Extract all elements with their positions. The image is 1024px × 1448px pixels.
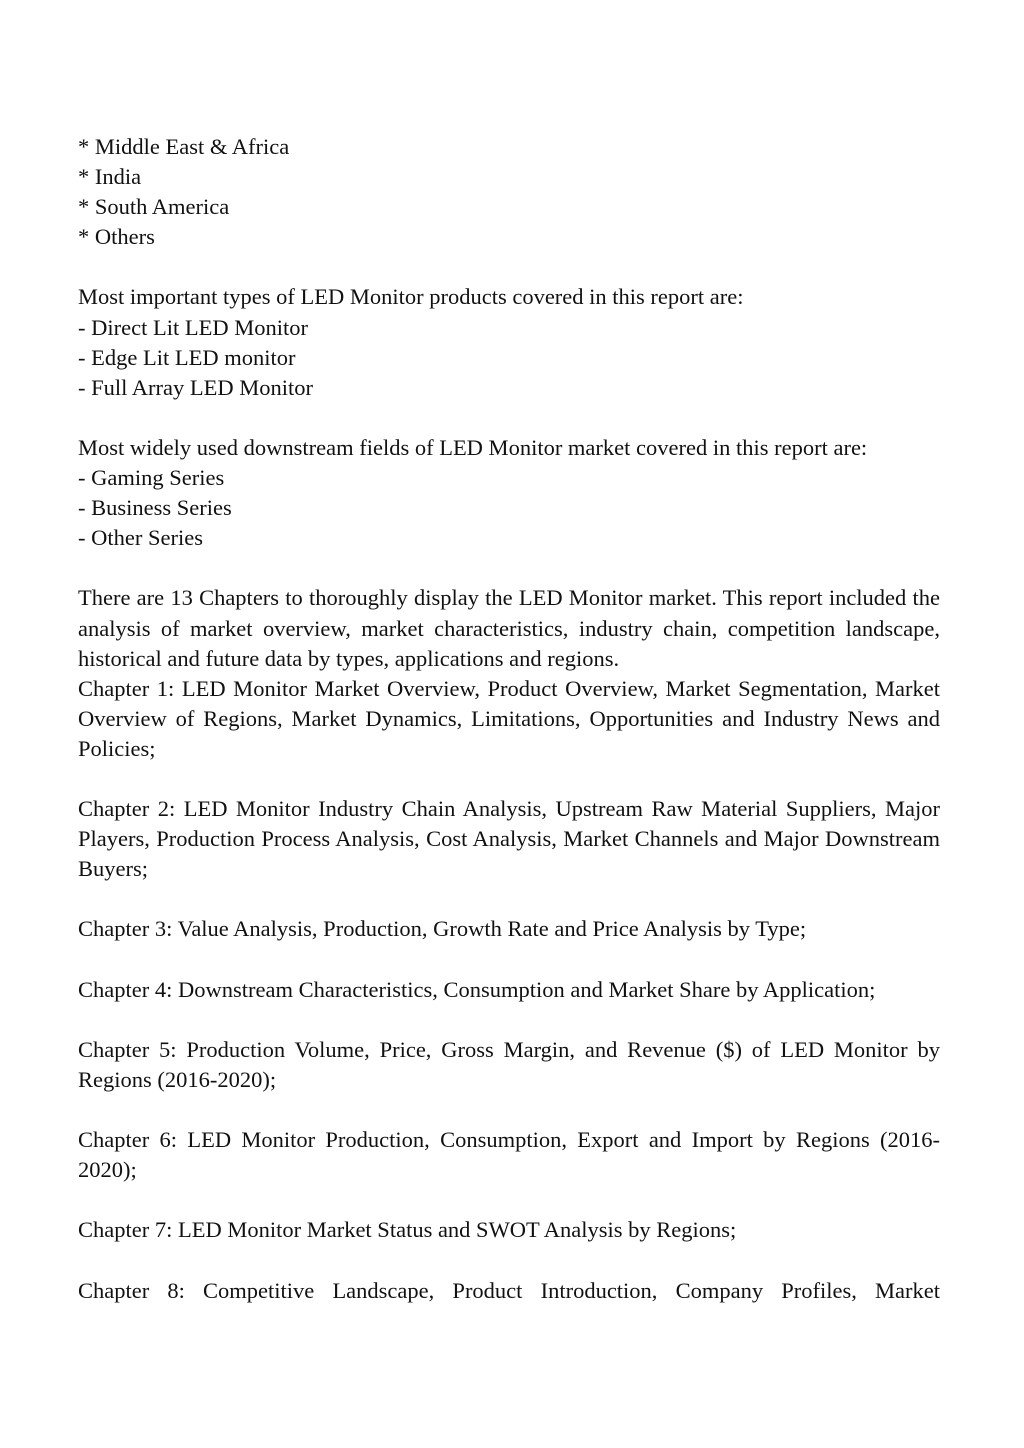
field-item: - Other Series	[78, 525, 203, 551]
chapter-5: Chapter 5: Production Volume, Price, Gross Margin, and Revenue ($) of LED Monitor by Regions (2016-2020);	[78, 1036, 940, 1092]
paragraph-gap	[78, 403, 940, 433]
region-item: * South America	[78, 194, 230, 220]
paragraph-gap	[78, 1005, 940, 1035]
intro-paragraph: There are 13 Chapters to thoroughly display the LED Monitor market. This report included the analysis of market overview, market characteristics, industry chain, competition landscape, historical and future data by types, applications and regions.	[78, 585, 940, 671]
type-item: - Direct Lit LED Monitor	[78, 314, 308, 340]
paragraph-gap	[78, 945, 940, 975]
regions-list	[78, 132, 940, 252]
type-item: - Full Array LED Monitor	[78, 374, 313, 400]
paragraph-gap	[78, 1185, 940, 1215]
chapter-1: Chapter 1: LED Monitor Market Overview, Product Overview, Market Segmentation, Market Overview of Regions, Market Dynamics, Limitations, Opportunities and Industry News and Policies;	[78, 675, 940, 761]
fields-heading: Most widely used downstream fields of LED Monitor market covered in this report are:	[78, 434, 868, 460]
types-section	[78, 282, 940, 402]
types-heading: Most important types of LED Monitor products covered in this report are:	[78, 284, 744, 310]
chapter-3: Chapter 3: Value Analysis, Production, Growth Rate and Price Analysis by Type;	[78, 916, 807, 942]
region-item: * India	[78, 164, 142, 190]
paragraph-gap	[78, 764, 940, 794]
field-item: - Business Series	[78, 495, 232, 521]
paragraph-gap	[78, 252, 940, 282]
field-item: - Gaming Series	[78, 465, 225, 491]
chapter-2: Chapter 2: LED Monitor Industry Chain Analysis, Upstream Raw Material Suppliers, Major Players, Production Process Analysis, Cost Analysis, Market Channels and Major Downstream Buyers;	[78, 796, 940, 882]
fields-section	[78, 433, 940, 553]
paragraph-gap	[78, 1095, 940, 1125]
region-item: * Middle East & Africa	[78, 134, 290, 159]
chapter-6: Chapter 6: LED Monitor Production, Consumption, Export and Import by Regions (2016-2020);	[78, 1127, 940, 1183]
type-item: - Edge Lit LED monitor	[78, 344, 296, 370]
region-item: * Others	[78, 224, 155, 250]
chapter-7: Chapter 7: LED Monitor Market Status and SWOT Analysis by Regions;	[78, 1217, 737, 1243]
paragraph-gap	[78, 1245, 940, 1275]
document-page	[78, 132, 940, 1306]
chapter-8: Chapter 8: Competitive Landscape, Product Introduction, Company Profiles, Market	[78, 1277, 940, 1303]
paragraph-gap	[78, 884, 940, 914]
paragraph-gap	[78, 553, 940, 583]
chapter-4: Chapter 4: Downstream Characteristics, Consumption and Market Share by Application;	[78, 976, 876, 1002]
